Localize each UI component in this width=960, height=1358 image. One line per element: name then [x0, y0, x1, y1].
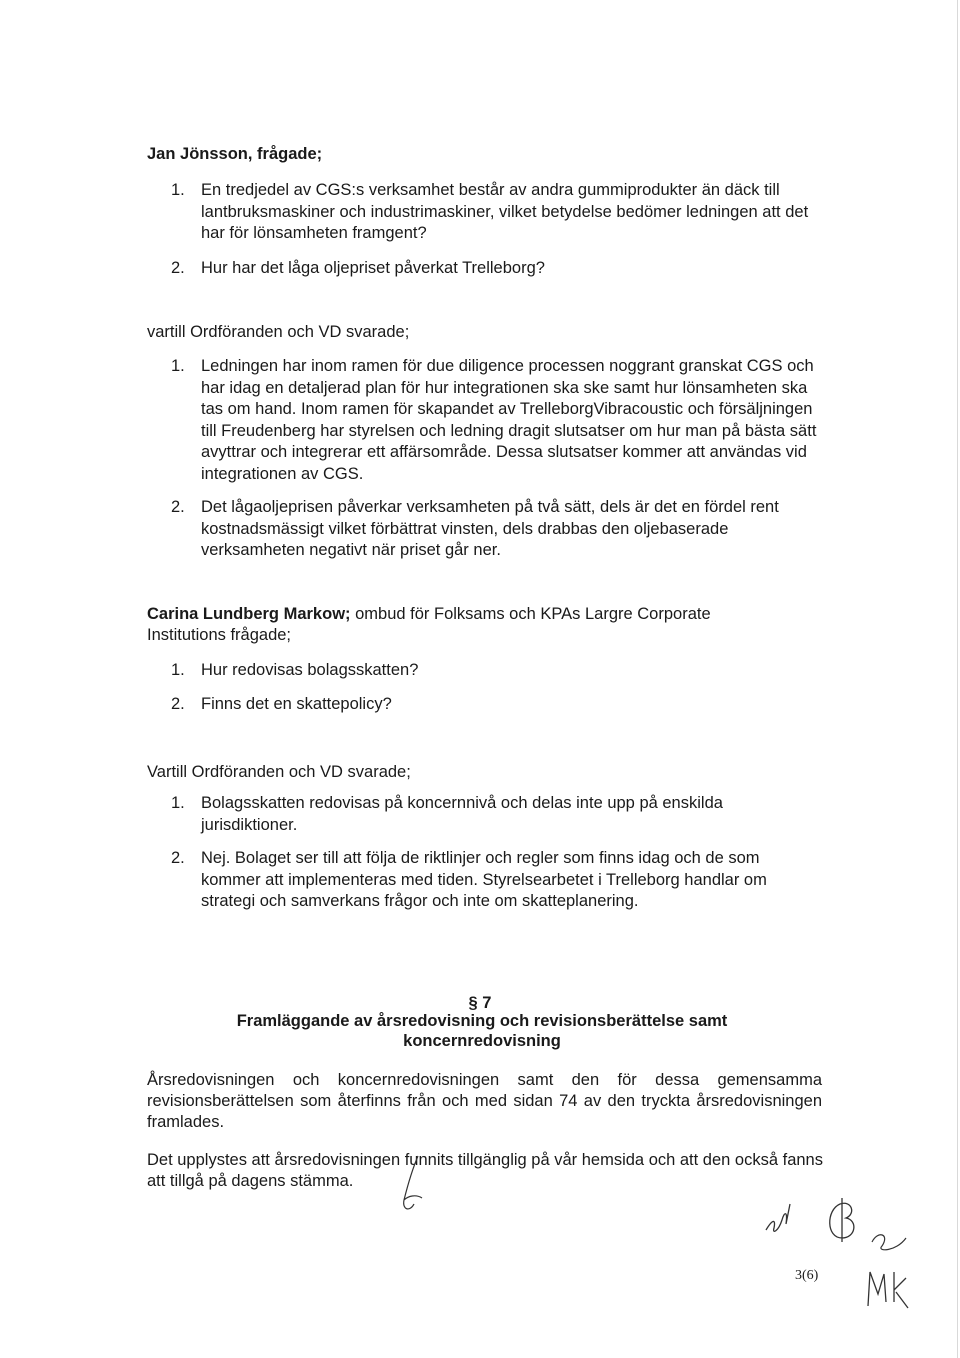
- list-item: 2. Det lågaoljeprisen påverkar verksamheten på två sätt, dels är det en fördel rent kostnadsmässigt vilket förbättrat vinsten, dels drabbas den oljebaserade verksamheten negativt när priset går ner.: [171, 498, 779, 559]
- initials-signatures: [760, 1190, 930, 1320]
- question-heading-2: Carina Lundberg Markow; ombud för Folksams och KPAs Largre Corporate Institutions frågade;: [147, 605, 711, 644]
- answer-heading-1: vartill Ordföranden och VD svarade;: [147, 323, 410, 341]
- speaker-name: Carina Lundberg Markow;: [147, 605, 351, 623]
- section-number: § 7: [468, 994, 492, 1012]
- answer-heading-2: Vartill Ordföranden och VD svarade;: [147, 763, 411, 781]
- paragraph-availability: Det upplystes att årsredovisningen funnits tillgänglig på vår hemsida och att den också fanns att tillgå på dagens stämma.: [147, 1151, 823, 1190]
- paragraph-annual-report: Årsredovisningen och koncernredovisningen samt den för dessa gemensamma revisionsberättelsen som återfinns från och med sidan 74 av den tryckta årsredovisningen framlades.: [147, 1071, 822, 1131]
- scan-edge: [957, 0, 958, 1358]
- list-item: 2. Nej. Bolaget ser till att följa de riktlinjer och regler som finns idag och de som kommer att implementeras med tiden. Styrelsearbetet i Trelleborg handlar om strategi och samverkans frågor och inte om skatteplanering.: [171, 849, 767, 910]
- section-title-line-1: Framläggande av årsredovisning och revisionsberättelse samt: [236, 1012, 728, 1030]
- answer-list-2: [147, 793, 817, 913]
- list-item: 1. Ledningen har inom ramen för due diligence processen noggrant granskat CGS och har idag en detaljerad plan för hur integrationen ska ske samt hur lönsamheten ska tas om hand. Inom ramen för skapandet av TrelleborgVibracoustic och försäljningen till Freudenberg har styrelsen och ledning dragit slutsatser om hur man på bästa sätt avyttrar och integrerar ett affärsområde. Dessa slutsatser kommer att användas vid integrationen av CGS.: [171, 357, 817, 483]
- page-number: 3(6): [795, 1268, 819, 1283]
- list-item: 1. Hur redovisas bolagsskatten?: [171, 661, 419, 679]
- question-list-2: [147, 660, 817, 715]
- list-item: 1. En tredjedel av CGS:s verksamhet består av andra gummiprodukter än däck till lantbruksmaskiner och industrimaskiner, vilket betydelse bedömer ledningen att det har för lönsamheten framgent?: [171, 181, 809, 242]
- list-item: 2. Hur har det låga oljepriset påverkat Trelleborg?: [171, 258, 545, 277]
- question-list-1: [147, 180, 817, 279]
- question-heading-1: Jan Jönsson, frågade;: [147, 145, 323, 163]
- list-item: 1. Bolagsskatten redovisas på koncernnivå och delas inte upp på enskilda jurisdiktioner.: [171, 794, 723, 834]
- answer-list-1: [147, 356, 817, 562]
- section-title-line-2: koncernredovisning: [403, 1032, 561, 1050]
- signature-mark-1: [384, 1150, 434, 1220]
- list-item: 2. Finns det en skattepolicy?: [171, 694, 392, 713]
